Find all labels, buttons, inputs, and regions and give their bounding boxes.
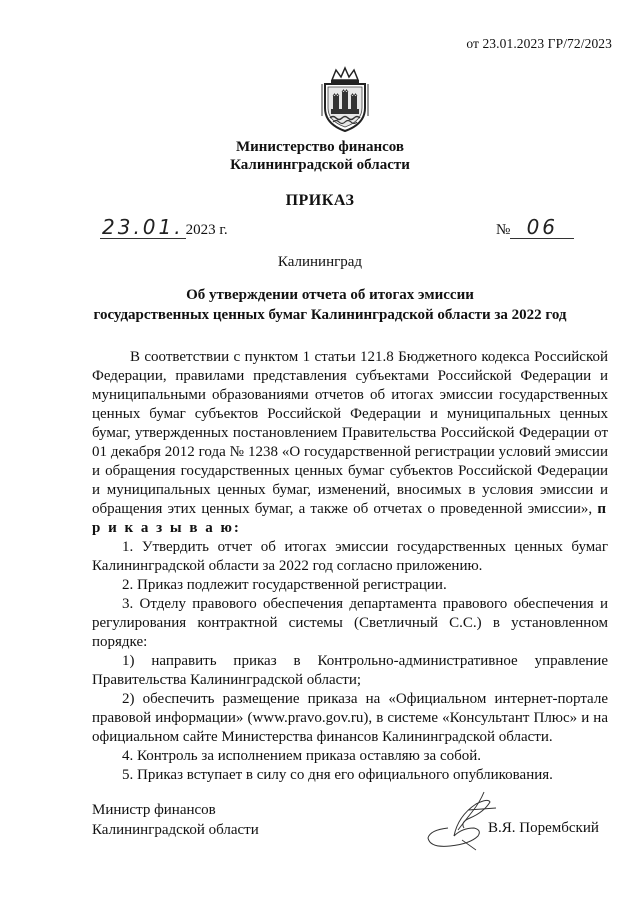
order-item-3: 3. Отделу правового обеспечения департамента правового обеспечения и регулирования контрактной системы (Светличный С.С.) в установленном порядке: — [92, 596, 608, 650]
position-line-1: Министр финансов — [92, 802, 216, 818]
signatory-position — [92, 800, 259, 840]
order-item-1: 1. Утвердить отчет об итогах эмиссии государственных ценных бумаг Калининградской области за 2022 год согласно приложению. — [92, 539, 608, 574]
preamble-text: В соответствии с пунктом 1 статьи 121.8 Бюджетного кодекса Российской Федерации, правилами представления субъектами Российской Федерации и муниципальными образованиями отчетов об итогах эмиссии государственных ценных бумаг субъектов Российской Федерации и муниципальных ценных бумаг, утвержденных постановлением Правительства Российской Федерации от 01 декабря 2012 года № 1238 «О государственной регистрации условий эмиссии и обращения государственных ценных бумаг субъектов Российской Федерации и муниципальных ценных бумаг, изменений, вносимых в условия эмиссии и обращения этих ценных бумаг, а также об отчетах о проведенной эмиссии», — [92, 349, 608, 517]
coat-of-arms-icon — [316, 66, 374, 134]
document-reference: от 23.01.2023 ГР/72/2023 — [466, 36, 612, 51]
issuing-organization — [0, 138, 640, 174]
order-item-5: 5. Приказ вступает в силу со дня его официального опубликования. — [122, 767, 553, 783]
signatory-name: В.Я. Порембский — [488, 820, 599, 836]
org-line-1: Министерство финансов — [235, 139, 405, 155]
document-city: Калининград — [277, 254, 363, 270]
document-number — [496, 216, 574, 239]
order-item-3-1: 1) направить приказ в Контрольно-административное управление Правительства Калининградской области; — [92, 653, 608, 688]
position-line-2: Калининградской области — [92, 822, 259, 838]
subject-line-1: Об утверждении отчета об итогах эмиссии — [186, 287, 474, 303]
document-title: ПРИКАЗ — [285, 192, 355, 209]
order-item-3-2: 2) обеспечить размещение приказа на «Официальном интернет-портале правовой информации» (www.pravo.gov.ru), в системе «Консультант Плюс» и на официальном сайте Министерства финансов Калининградской области. — [92, 691, 608, 745]
handwritten-date: 23.01. — [102, 215, 184, 239]
order-item-4: 4. Контроль за исполнением приказа оставляю за собой. — [122, 748, 482, 764]
number-sign: № — [496, 222, 511, 238]
document-subject — [60, 285, 600, 325]
subject-line-2: государственных ценных бумаг Калининградской области за 2022 год — [93, 307, 567, 323]
order-word: п р и к а з ы в а ю: — [92, 501, 608, 536]
handwritten-number: 06 — [510, 216, 574, 239]
order-item-2: 2. Приказ подлежит государственной регистрации. — [122, 577, 447, 593]
document-body — [92, 348, 608, 785]
date-year: 2023 г. — [185, 222, 228, 238]
org-line-2: Калининградской области — [230, 157, 410, 173]
document-date — [100, 216, 228, 239]
preamble-paragraph — [92, 348, 608, 538]
